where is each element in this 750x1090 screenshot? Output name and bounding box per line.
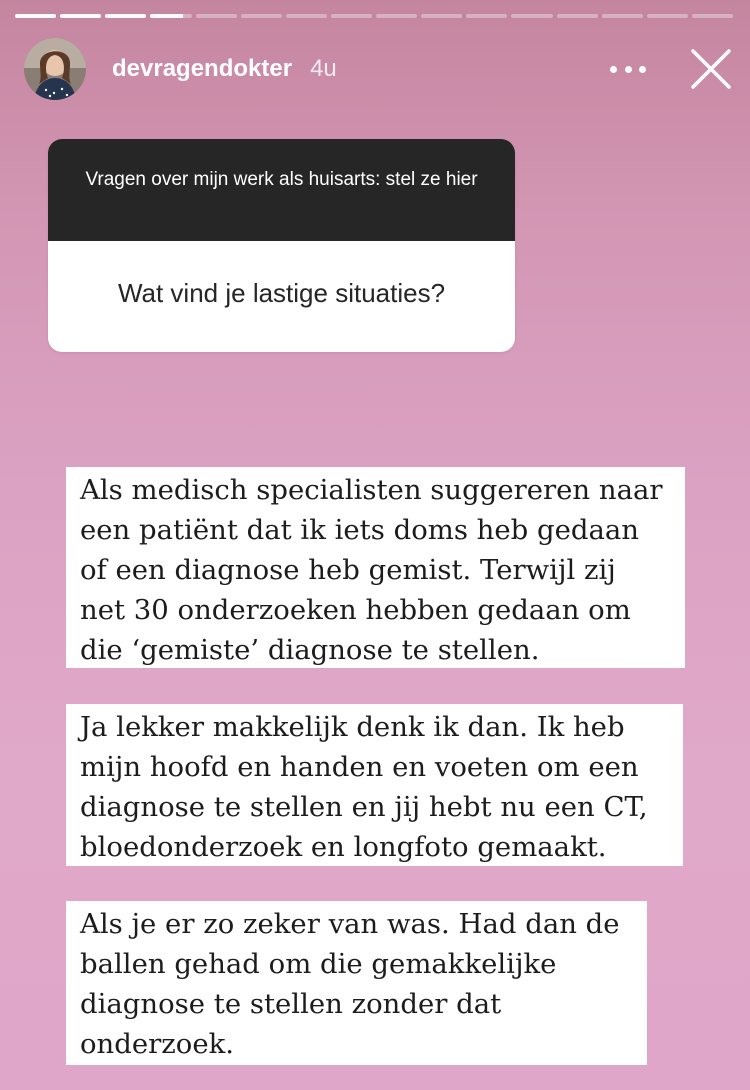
story-text-block: Als medisch specialisten suggereren naar een patiënt dat ik iets doms heb gedaan of een diagnose heb gemist. Terwijl zij net 30 onderzoeken hebben gedaan om die ‘gemiste’ diagnose te stellen. <box>66 467 685 668</box>
story-progress-segment <box>15 14 56 18</box>
story-progress-segment <box>466 14 507 18</box>
story-progress-segment <box>376 14 417 18</box>
post-time: 4u <box>310 55 337 82</box>
close-icon[interactable] <box>690 48 732 90</box>
story-progress-segment <box>557 14 598 18</box>
story-progress-segment <box>150 14 191 18</box>
question-answer: Wat vind je lastige situaties? <box>117 278 446 308</box>
story-progress-segment <box>602 14 643 18</box>
avatar[interactable] <box>24 38 86 100</box>
story-text-block: Ja lekker makkelijk denk ik dan. Ik heb mijn hoofd en handen en voeten om een diagnose te stellen en jij hebt nu een CT, bloedonderzoek en longfoto gemaakt. <box>66 704 683 866</box>
story-progress-segment <box>647 14 688 18</box>
more-horizontal-icon[interactable] <box>610 54 646 84</box>
story-progress-segment <box>421 14 462 18</box>
story-progress-segment <box>692 14 733 18</box>
story-progress-segment <box>196 14 237 18</box>
username[interactable]: devragendokter <box>112 55 293 82</box>
story-header <box>24 38 732 100</box>
story-progress-segment <box>511 14 552 18</box>
story-text-block: Als je er zo zeker van was. Had dan de ballen gehad om die gemakkelijke diagnose te stellen zonder dat onderzoek. <box>66 901 647 1065</box>
story-progress-bar <box>15 14 733 20</box>
story-progress-segment <box>241 14 282 18</box>
story-progress-segment <box>60 14 101 18</box>
question-sticker <box>48 139 515 352</box>
story-progress-segment <box>286 14 327 18</box>
story-progress-segment <box>331 14 372 18</box>
question-prompt: Vragen over mijn werk als huisarts: stel ze hier <box>48 139 515 241</box>
story-progress-segment <box>105 14 146 18</box>
